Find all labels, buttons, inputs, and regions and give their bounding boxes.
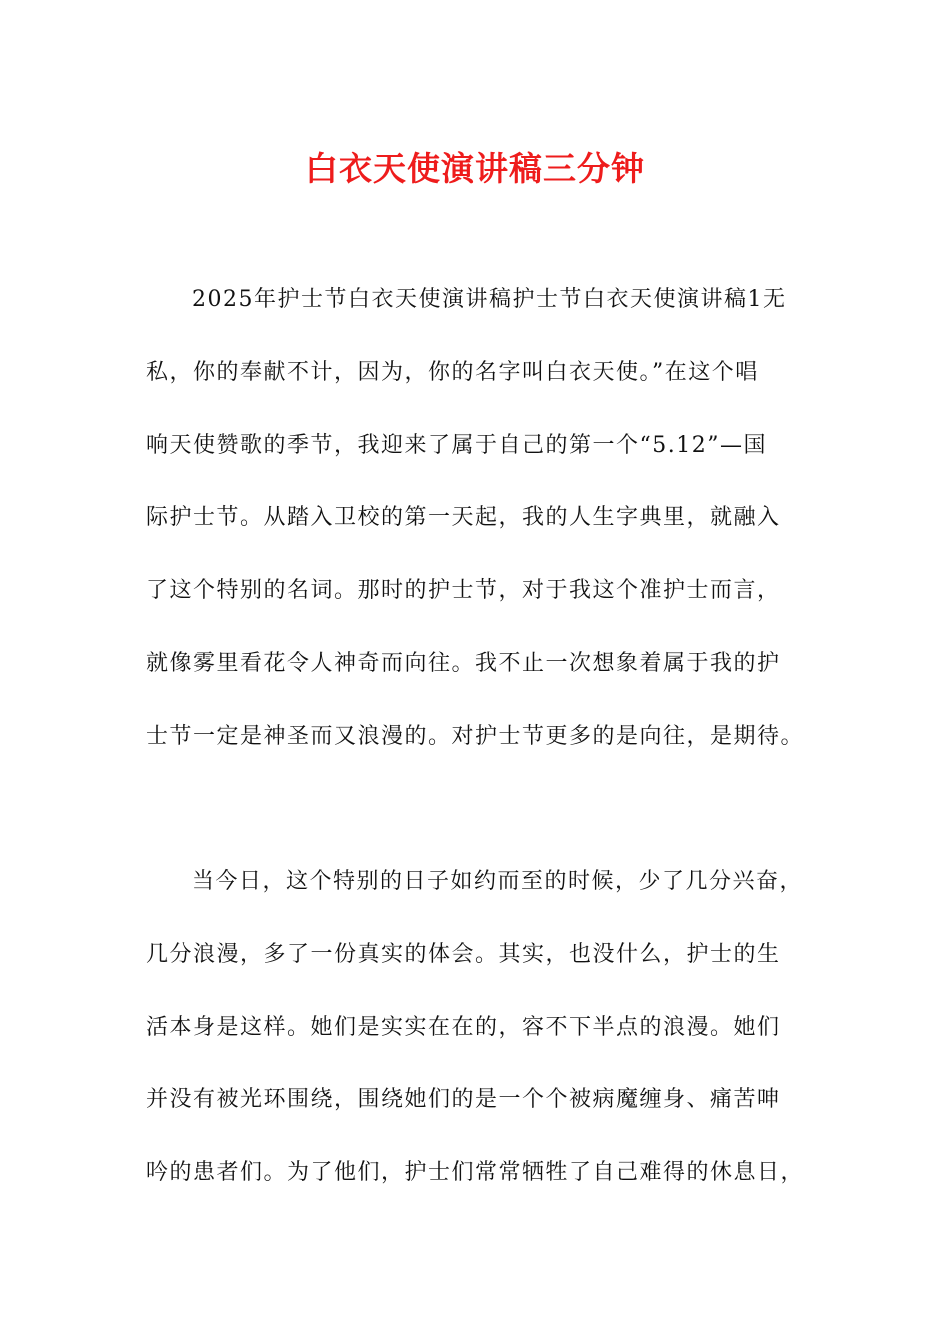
- paragraph-line: 士节一定是神圣而又浪漫的。对护士节更多的是向往，是期待。: [146, 724, 805, 749]
- paragraph-line: 活本身是这样。她们是实实在在的，容不下半点的浪漫。她们: [146, 1015, 781, 1040]
- paragraph-line: 了这个特别的名词。那时的护士节，对于我这个准护士而言，: [146, 578, 781, 603]
- document-title: 白衣天使演讲稿三分钟: [305, 149, 645, 188]
- paragraph-line: 几分浪漫，多了一份真实的体会。其实，也没什么，护士的生: [146, 942, 781, 967]
- paragraph-line: 私，你的奉献不计，因为，你的名字叫白衣天使。”在这个唱: [146, 360, 759, 385]
- paragraph-line: 并没有被光环围绕，围绕她们的是一个个被病魔缠身、痛苦呻: [146, 1087, 781, 1112]
- paragraph-line: 当今日，这个特别的日子如约而至的时候，少了几分兴奋，: [192, 869, 804, 894]
- paragraph-line: 2025年护士节白衣天使演讲稿护士节白衣天使演讲稿1无: [192, 287, 787, 312]
- paragraph-line: 际护士节。从踏入卫校的第一天起，我的人生字典里，就融入: [146, 505, 781, 530]
- paragraph-line: 就像雾里看花令人神奇而向往。我不止一次想象着属于我的护: [146, 651, 781, 676]
- paragraph-line: 响天使赞歌的季节，我迎来了属于自己的第一个“5.12”—国: [146, 433, 767, 458]
- paragraph-line: 吟的患者们。为了他们，护士们常常牺牲了自己难得的休息日，: [146, 1160, 805, 1185]
